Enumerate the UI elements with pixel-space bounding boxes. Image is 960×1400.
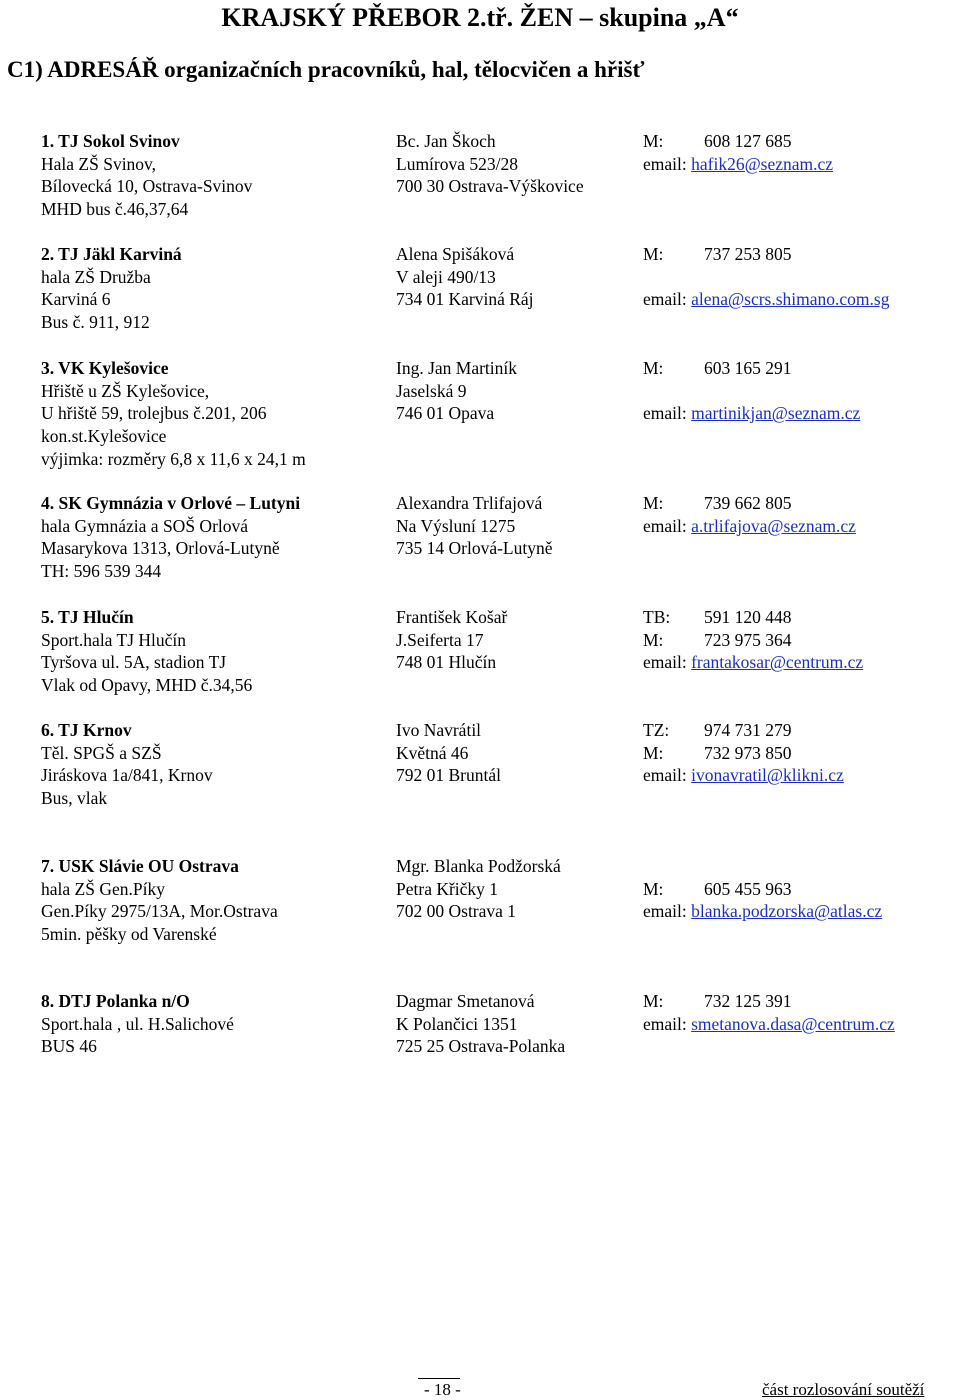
email-line — [643, 515, 856, 537]
contact-address-line: 735 14 Orlová-Lutyně — [396, 538, 553, 559]
venue-line: Bus č. 911, 912 — [41, 312, 150, 333]
contact-name: Alexandra Trlifajová — [396, 493, 543, 513]
venue-line: Karviná 6 — [41, 289, 111, 310]
email-link[interactable]: martinikjan@seznam.cz — [691, 403, 861, 424]
venue-line: Bílovecká 10, Ostrava-Svinov — [41, 176, 253, 197]
footer-divider — [418, 1378, 460, 1379]
phone-label: M: — [643, 629, 664, 650]
club-name: 2. TJ Jäkl Karviná — [41, 244, 182, 264]
venue-line: Sport.hala TJ Hlučín — [41, 629, 187, 650]
phone-number: 974 731 279 — [704, 720, 792, 740]
email-line — [643, 651, 863, 673]
contact-address-line: Jaselská 9 — [396, 380, 467, 401]
contact-name: Dagmar Smetanová — [396, 991, 535, 1011]
phone-line — [643, 990, 792, 1012]
email-label: email: — [643, 652, 687, 673]
contact-name: Bc. Jan Škoch — [396, 131, 496, 151]
venue-line: Hřiště u ZŠ Kylešovice, — [41, 380, 210, 401]
phone-number: 591 120 448 — [704, 607, 792, 627]
venue-line: Bus, vlak — [41, 788, 108, 809]
phone-number: 737 253 805 — [704, 244, 792, 264]
phone-line — [643, 130, 792, 152]
phone-line — [643, 719, 792, 741]
email-link[interactable]: smetanova.dasa@centrum.cz — [691, 1013, 895, 1034]
venue-line: U hřiště 59, trolejbus č.201, 206 — [41, 403, 267, 424]
contact-name: František Košař — [396, 607, 508, 627]
phone-label: TB: — [643, 607, 671, 627]
contact-name: Ivo Navrátil — [396, 720, 482, 740]
phone-line — [643, 606, 792, 628]
contact-address-line: 734 01 Karviná Ráj — [396, 289, 534, 310]
club-name: 3. VK Kylešovice — [41, 358, 169, 378]
venue-line: Sport.hala , ul. H.Salichové — [41, 1013, 234, 1034]
email-line — [643, 402, 860, 424]
venue-line: TH: 596 539 344 — [41, 561, 162, 582]
phone-line — [643, 243, 792, 265]
phone-line — [643, 357, 792, 379]
contact-name: Alena Spišáková — [396, 244, 515, 264]
email-link[interactable]: hafik26@seznam.cz — [691, 153, 834, 174]
venue-line: 5min. pěšky od Varenské — [41, 924, 217, 945]
venue-line: Jiráskova 1a/841, Krnov — [41, 765, 213, 786]
phone-line — [643, 878, 792, 900]
contact-address-line: 792 01 Bruntál — [396, 765, 501, 786]
phone-label: M: — [643, 742, 664, 763]
venue-line: hala ZŠ Gen.Píky — [41, 878, 165, 899]
phone-number: 603 165 291 — [704, 358, 792, 378]
venue-line: MHD bus č.46,37,64 — [41, 199, 189, 220]
email-label: email: — [643, 153, 687, 174]
club-name: 4. SK Gymnázia v Orlové – Lutyni — [41, 493, 301, 513]
phone-label: M: — [643, 358, 664, 378]
contact-address-line: 725 25 Ostrava-Polanka — [396, 1036, 566, 1057]
contact-address-line: 700 30 Ostrava-Výškovice — [396, 176, 584, 197]
page-number: - 18 - — [424, 1380, 461, 1399]
contact-address-line: Petra Křičky 1 — [396, 878, 499, 899]
club-name: 8. DTJ Polanka n/O — [41, 991, 190, 1011]
email-link[interactable]: ivonavratil@klikni.cz — [691, 765, 844, 786]
venue-line: Hala ZŠ Svinov, — [41, 153, 157, 174]
contact-address-line: Na Výsluní 1275 — [396, 515, 516, 536]
phone-number: 605 455 963 — [704, 878, 792, 899]
email-line — [643, 1013, 895, 1035]
email-line — [643, 288, 889, 310]
contact-address-line: V aleji 490/13 — [396, 266, 496, 287]
page-title: KRAJSKÝ PŘEBOR 2.tř. ŽEN – skupina „A“ — [221, 3, 739, 32]
phone-number: 732 973 850 — [704, 742, 792, 763]
contact-address-line: 746 01 Opava — [396, 403, 495, 424]
email-link[interactable]: frantakosar@centrum.cz — [691, 652, 864, 673]
contact-address-line: Květná 46 — [396, 742, 469, 763]
email-label: email: — [643, 765, 687, 786]
phone-label: TZ: — [643, 720, 670, 740]
contact-address-line: J.Seiferta 17 — [396, 629, 484, 650]
phone-label: M: — [643, 244, 664, 264]
email-link[interactable]: alena@scrs.shimano.com.sg — [691, 289, 890, 310]
email-line — [643, 153, 833, 175]
venue-line: Tyršova ul. 5A, stadion TJ — [41, 652, 227, 673]
contact-name: Ing. Jan Martiník — [396, 358, 518, 378]
email-link[interactable]: blanka.podzorska@atlas.cz — [691, 901, 883, 922]
email-label: email: — [643, 289, 687, 310]
venue-line: hala Gymnázia a SOŠ Orlová — [41, 515, 249, 536]
venue-line: Těl. SPGŠ a SZŠ — [41, 742, 162, 763]
club-name: 1. TJ Sokol Svinov — [41, 131, 180, 151]
club-name: 5. TJ Hlučín — [41, 607, 134, 627]
phone-label: M: — [643, 131, 664, 151]
email-label: email: — [643, 403, 687, 424]
email-label: email: — [643, 515, 687, 536]
phone-number: 608 127 685 — [704, 131, 792, 151]
phone-label: M: — [643, 878, 664, 899]
footer-section-label: část rozlosování soutěží — [762, 1380, 925, 1399]
email-link[interactable]: a.trlifajova@seznam.cz — [691, 515, 856, 536]
contact-address-line: K Polančici 1351 — [396, 1013, 518, 1034]
email-label: email: — [643, 901, 687, 922]
phone-number: 739 662 805 — [704, 493, 792, 513]
venue-line: Vlak od Opavy, MHD č.34,56 — [41, 675, 253, 696]
contact-address-line: 702 00 Ostrava 1 — [396, 901, 517, 922]
phone-label: M: — [643, 991, 664, 1011]
venue-line: kon.st.Kylešovice — [41, 426, 167, 447]
phone-number: 732 125 391 — [704, 991, 792, 1011]
venue-line: Masarykova 1313, Orlová-Lutyně — [41, 538, 280, 559]
email-line — [643, 900, 882, 922]
phone-number: 723 975 364 — [704, 629, 792, 650]
venue-line: hala ZŠ Družba — [41, 266, 151, 287]
contact-address-line: 748 01 Hlučín — [396, 652, 497, 673]
section-subtitle: C1) ADRESÁŘ organizačních pracovníků, hal, tělocvičen a hřišť — [7, 57, 645, 82]
email-label: email: — [643, 1013, 687, 1034]
venue-line: Gen.Píky 2975/13A, Mor.Ostrava — [41, 901, 278, 922]
venue-line: BUS 46 — [41, 1036, 97, 1057]
club-name: 7. USK Slávie OU Ostrava — [41, 856, 239, 876]
phone-label: M: — [643, 493, 664, 513]
phone-line — [643, 742, 792, 764]
phone-line — [643, 629, 792, 651]
phone-line — [643, 492, 792, 514]
contact-address-line: Lumírova 523/28 — [396, 153, 518, 174]
email-line — [643, 764, 844, 786]
contact-name: Mgr. Blanka Podžorská — [396, 856, 561, 876]
venue-line: výjimka: rozměry 6,8 x 11,6 x 24,1 m — [41, 448, 306, 469]
club-name: 6. TJ Krnov — [41, 720, 132, 740]
